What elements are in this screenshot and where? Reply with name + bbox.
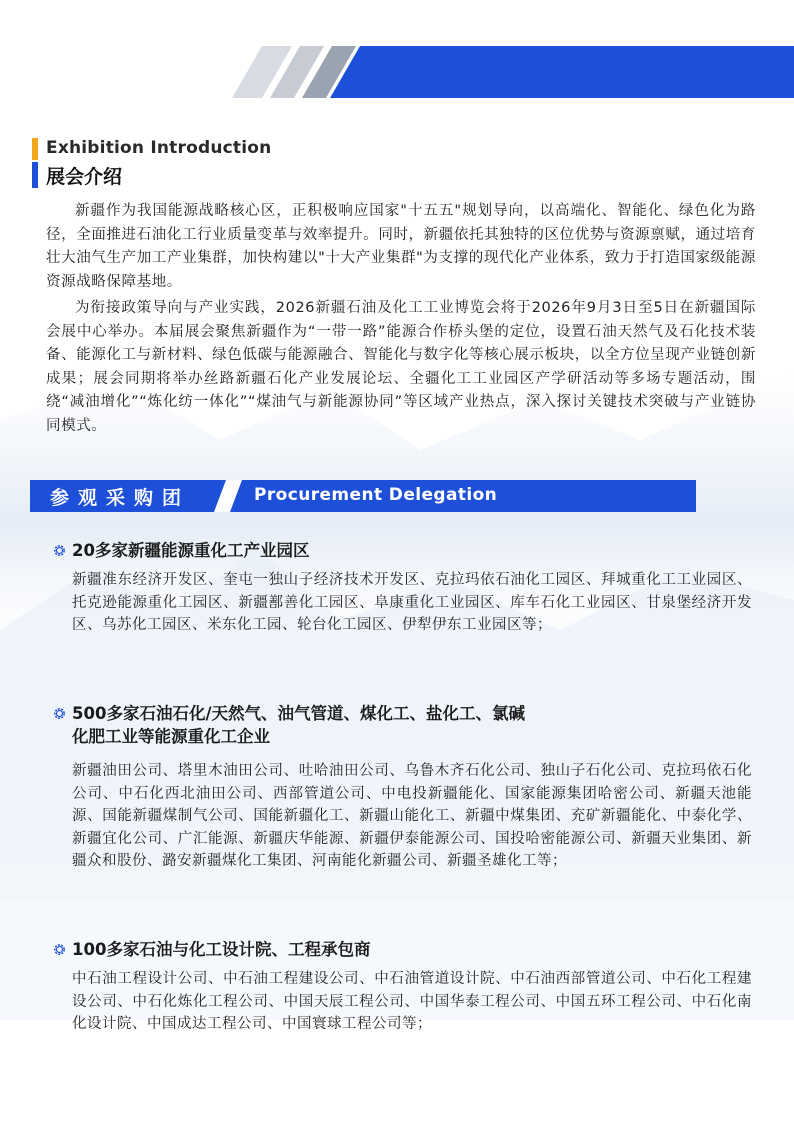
- group-title-industrial-parks: 20多家新疆能源重化工产业园区: [52, 538, 309, 563]
- group-title-energy-enterprises: 500多家石油石化/天然气、油气管道、煤化工、盐化工、氯碱: [52, 701, 525, 726]
- banner-title-english: Procurement Delegation: [254, 485, 498, 505]
- gear-icon: [52, 543, 67, 558]
- intro-paragraph-2: 为衔接政策导向与产业实践，2026新疆石油及化工工业博览会将于2026年9月3日至5日在新疆国际会展中心举办。本届展会聚焦新疆作为“一带一路”能源合作桥头堡的定位，设置石油天然气及石化技术装备、能源化工与新材料、绿色低碳与能源融合、智能化与数字化等核心展示板块，以全方位呈现产业链创新成果；展会同期将举办丝路新疆石化产业发展论坛、全疆化工工业园区产学研活动等多场专题活动，围绕“减油增化”“炼化纺一体化”“煤油气与新能源协同”等区域产业热点，深入探讨关键技术突破与产业链协同模式。: [46, 300, 756, 434]
- group-body-industrial-parks: 新疆准东经济开发区、奎屯一独山子经济技术开发区、克拉玛依石油化工园区、拜城重化工工业园区、托克逊能源重化工园区、新疆鄯善化工园区、阜康重化工业园区、库车石化工业园区、甘泉堡经济开发区、乌苏化工园区、米东化工园、轮台化工园区、伊犁伊东工业园区等；: [72, 572, 752, 634]
- intro-paragraph-1: 新疆作为我国能源战略核心区，正积极响应国家"十五五"规划导向，以高端化、智能化、绿色化为路径，全面推进石油化工行业质量变革与效率提升。同时，新疆依托其独特的区位优势与资源禀赋，通过培育壮大油气生产加工产业集群，加快构建以"十大产业集群"为支撑的现代化产业体系，致力于打造国家级能源资源战略保障基地。: [46, 203, 756, 290]
- group-title-energy-enterprises-line2: 化肥工业等能源重化工企业: [72, 727, 270, 746]
- gear-icon: [52, 706, 67, 721]
- group-title-design-institutes: 100多家石油与化工设计院、工程承包商: [52, 937, 370, 962]
- section-title-chinese: 展会介绍: [46, 166, 123, 188]
- heading-accent-bar: [32, 138, 38, 188]
- procurement-delegation-banner: [30, 480, 696, 512]
- group-body-energy-enterprises: 新疆油田公司、塔里木油田公司、吐哈油田公司、乌鲁木齐石化公司、独山子石化公司、克拉玛依石化公司、中石化西北油田公司、西部管道公司、中电投新疆能化、国家能源集团哈密公司、新疆天池能源、国能新疆煤制气公司、国能新疆化工、新疆山能化工、新疆中煤集团、充矿新疆能化、中泰化学、新疆宜化公司、广汇能源、新疆庆华能源、新疆伊泰能源公司、国投哈密能源公司、新疆天业集团、新疆众和股份、潞安新疆煤化工集团、河南能化新疆公司、新疆圣雄化工等；: [72, 763, 752, 870]
- gear-icon: [52, 942, 67, 957]
- banner-title-chinese: 参观采购团: [50, 487, 191, 509]
- group-body-design-institutes: 中石油工程设计公司、中石油工程建设公司、中石油管道设计院、中石油西部管道公司、中石化工程建设公司、中石化炼化工程公司、中国天辰工程公司、中国华泰工程公司、中国五环工程公司、中石化南化设计院、中国成达工程公司、中国寰球工程公司等；: [72, 971, 752, 1033]
- header-stripes-decoration: [0, 0, 794, 100]
- section-title-english: Exhibition Introduction: [46, 138, 272, 158]
